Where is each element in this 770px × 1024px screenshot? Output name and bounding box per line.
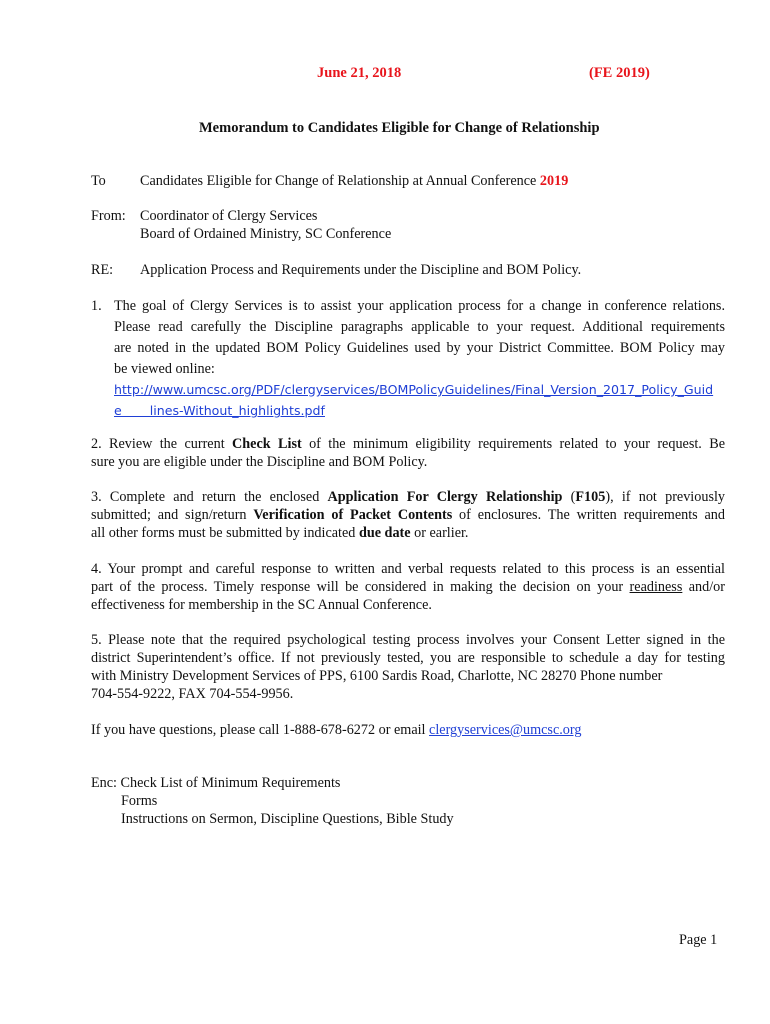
enclosures-label: Enc: Check List of Minimum Requirements	[91, 775, 341, 791]
item-5-line-1: 5. Please note that the required psychological testing process involves your Consent Letter signed in the	[91, 632, 725, 648]
page-number: Page 1	[679, 932, 718, 948]
check-list-label: Check List	[232, 436, 302, 452]
memo-date: June 21, 2018	[317, 65, 402, 81]
to-value-text: Candidates Eligible for Change of Relationship at Annual Conference	[140, 173, 540, 189]
policy-url-link[interactable]: http://www.umcsc.org/PDF/clergyservices/BOMPolicyGuidelines/Final_Version_2017_Policy_Guid	[114, 382, 714, 397]
memo-title: Memorandum to Candidates Eligible for Change of Relationship	[199, 120, 600, 136]
item-1-number: 1.	[91, 298, 102, 314]
item-4-line-2	[91, 579, 725, 596]
policy-url-link-continued[interactable]: e lines-Without_highlights.pdf	[114, 403, 325, 418]
item-3-l2-cont: of enclosures. The written requirements and	[452, 507, 725, 523]
to-value	[140, 173, 568, 190]
re-value: Application Process and Requirements under the Discipline and BOM Policy.	[140, 262, 582, 278]
item-3-text: 3. Complete and return the enclosed	[91, 489, 328, 505]
item-3-l2-text: submitted; and sign/return	[91, 507, 254, 523]
item-3-l3-cont: or earlier.	[410, 525, 469, 541]
item-3-line-1	[91, 489, 725, 506]
item-4-line-1: 4. Your prompt and careful response to written and verbal requests related to this process is an essential	[91, 561, 725, 577]
item-1-line-1: The goal of Clergy Services is to assist your application process for a change in conference relations.	[114, 298, 725, 314]
item-3-l3-text: all other forms must be submitted by indicated	[91, 525, 359, 541]
item-4-line-3: effectiveness for membership in the SC Annual Conference.	[91, 597, 432, 613]
readiness-word: readiness	[629, 579, 683, 595]
form-code: F105	[575, 489, 606, 505]
item-2-line-1	[91, 436, 725, 453]
item-1-line-3: are noted in the updated BOM Policy Guidelines used by your District Committee. BOM Policy may	[114, 340, 725, 356]
fiscal-year-label: (FE 2019)	[589, 65, 650, 81]
item-5-line-3: with Ministry Development Services of PPS, 6100 Sardis Road, Charlotte, NC 28270 Phone number	[91, 668, 663, 684]
to-value-year: 2019	[539, 173, 569, 189]
from-label: From:	[91, 208, 126, 224]
item-3-paren: (	[562, 489, 576, 505]
from-line-2: Board of Ordained Ministry, SC Conference	[140, 226, 392, 242]
application-form-label: Application For Clergy Relationship	[327, 489, 563, 505]
item-4-l2-cont: and/or	[682, 579, 725, 595]
enclosure-instructions: Instructions on Sermon, Discipline Questions, Bible Study	[121, 811, 454, 827]
item-5-line-2: district Superintendent’s office. If not previously tested, you are responsible to schedule a day for testing	[91, 650, 725, 666]
item-3-text-cont: ), if not previously	[605, 489, 725, 505]
re-label: RE:	[91, 262, 114, 278]
item-3-line-3	[91, 525, 468, 542]
item-3-line-2	[91, 507, 725, 524]
verification-label: Verification of Packet Contents	[253, 507, 453, 523]
questions-line	[91, 722, 581, 739]
due-date-label: due date	[358, 525, 411, 541]
item-5-line-4: 704-554-9222, FAX 704-554-9956.	[91, 686, 294, 702]
item-2-text-cont: of the minimum eligibility requirements related to your request. Be	[301, 436, 725, 452]
questions-text: If you have questions, please call 1-888-678-6272 or email	[91, 722, 430, 738]
item-1-line-2: Please read carefully the Discipline paragraphs applicable to your request. Additional requirements	[114, 319, 725, 335]
item-2-line-2: sure you are eligible under the Discipline and BOM Policy.	[91, 454, 428, 470]
email-link[interactable]: clergyservices@umcsc.org	[429, 722, 582, 738]
item-1-line-4: be viewed online:	[114, 361, 215, 377]
item-2-text: 2. Review the current	[91, 436, 233, 452]
to-label: To	[91, 173, 106, 189]
item-4-l2-text: part of the process. Timely response will be considered in making the decision on your	[91, 579, 630, 595]
from-line-1: Coordinator of Clergy Services	[140, 208, 318, 224]
enclosure-forms: Forms	[121, 793, 158, 809]
